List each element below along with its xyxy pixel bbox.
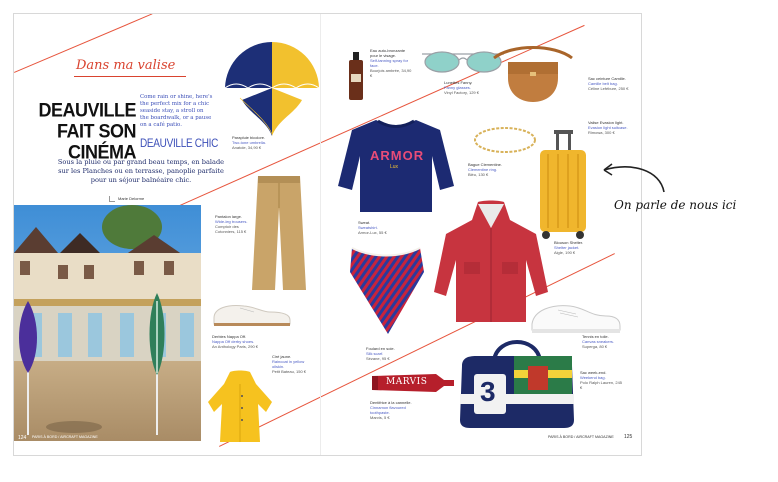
caption-fr: Sweat. [358, 220, 371, 225]
subhead-english: DEAUVILLE CHIC [140, 138, 219, 151]
caption-price: Bléu, 130 € [468, 172, 489, 177]
caption-en: Camille belt bag. [588, 81, 618, 86]
headline-line-1: DEAUVILLE [38, 98, 136, 121]
caption-en: Canvas sneakers. [582, 339, 615, 344]
caption-weekend-bag [580, 370, 624, 390]
umbrella-illustration [222, 40, 322, 140]
belt-bag-illustration [492, 38, 574, 106]
trousers-illustration [250, 174, 308, 292]
headline-line-3: CINÉMA [68, 140, 136, 163]
caption-price: Rimowa, 300 € [588, 130, 615, 135]
sweatshirt-print: ARMOR [370, 148, 425, 163]
curved-arrow-icon [598, 158, 668, 198]
caption-en: Nappa Off derby shoes. [212, 339, 255, 344]
product-umbrella [222, 40, 322, 140]
caption-fr: Derbies Nappa Off. [212, 334, 247, 339]
caption-price: Superga, 80 € [582, 344, 608, 349]
product-weekend-bag [454, 330, 580, 430]
photo-credit: Marie Delorme [118, 196, 145, 201]
caption-trousers [215, 214, 255, 234]
caption-raincoat [272, 354, 312, 374]
caption-price: Armor-Lux, 55 € [358, 230, 387, 235]
folio-left: 124 [18, 435, 27, 441]
caption-fr: Blouson Shelter. [554, 240, 584, 245]
folio-right: 125 [624, 434, 633, 440]
silk-scarf-illustration [344, 242, 428, 338]
intro-english: Come rain or shine, here's the perfect mix for a chic seaside stay, a stroll on the boardwalk, or a pause on a café patio. [140, 94, 213, 128]
caption-price: Vinyl Factory, 129 € [444, 90, 479, 95]
caption-price: Aigle, 190 € [554, 250, 576, 255]
raincoat-illustration [204, 370, 276, 444]
ring-illustration [472, 122, 538, 158]
caption-fr: Tennis en toile. [582, 334, 609, 339]
credit-icon [109, 196, 115, 202]
caption-fr: Sac week-end. [580, 370, 607, 375]
caption-price: Comptoir des Cotonniers, 115 € [215, 224, 247, 234]
product-belt-bag [492, 38, 574, 106]
caption-price: Petit Bateau, 150 € [272, 369, 307, 374]
beach-photo-illustration [14, 205, 201, 441]
caption-price: Sézane, 95 € [366, 356, 390, 361]
caption-en: Evasion light suitcase. [588, 125, 628, 130]
caption-sweatshirt [358, 220, 398, 235]
caption-price: Polo Ralph Lauren, 245 € [580, 380, 623, 390]
caption-en: Cinnamon flavoured toothpaste. [370, 405, 406, 415]
caption-fr: Bague Clementine. [468, 162, 503, 167]
caption-fr: Parapluie bicolore. [232, 135, 266, 140]
caption-ring [468, 162, 510, 177]
product-trousers [250, 174, 308, 292]
caption-en: Fanny glasses. [444, 85, 471, 90]
weekend-bag-illustration [454, 330, 580, 430]
annotation-text: On parle de nous ici [614, 198, 737, 212]
product-self-tanner [348, 52, 364, 100]
product-derby-shoes [210, 298, 294, 328]
caption-umbrella [232, 135, 284, 150]
section-label: Dans ma valise [76, 58, 176, 73]
caption-fr: Lunettes Fanny. [444, 80, 473, 85]
caption-fr: Pantalon large. [215, 214, 242, 219]
caption-en: Sweatshirt. [358, 225, 378, 230]
caption-price: Bourjois ambrée, 34,90 € [370, 68, 412, 78]
deauville-beach-photo [14, 205, 201, 441]
caption-belt-bag [588, 76, 636, 91]
caption-fr: Ciré jaune. [272, 354, 292, 359]
sweatshirt-print-sub: Lux [390, 164, 399, 170]
caption-fr: Valise Evasion light. [588, 120, 624, 125]
caption-silk-scarf [366, 346, 408, 361]
caption-fr: Sac ceinture Camille. [588, 76, 626, 81]
caption-en: Two-tone umbrella. [232, 140, 267, 145]
product-toothpaste [370, 372, 454, 394]
caption-toothpaste [370, 400, 426, 420]
intro-french: Sous la pluie ou par grand beau temps, en balade sur les Planches ou en terrasse, panoplie parfaite pour un séjour balnéaire chic. [57, 158, 225, 184]
headline-line-2: FAIT SON [56, 119, 136, 142]
toothpaste-brand: MARVIS [386, 377, 428, 387]
caption-shelter-jacket [554, 240, 596, 255]
footer-left: PARIS À BORD / AIRCRAFT MAGAZINE [32, 435, 98, 439]
section-label-underline [74, 76, 186, 77]
caption-self-tanner [370, 48, 412, 78]
caption-en: Self-tanning spray for face. [370, 58, 409, 68]
caption-en: Raincoat in yellow oilskin. [272, 359, 305, 369]
product-raincoat [204, 370, 276, 444]
caption-price: Anatole, 34,90 € [232, 145, 262, 150]
headline [36, 100, 136, 163]
caption-sunglasses [444, 80, 488, 95]
footer-right: PARIS À BORD / AIRCRAFT MAGAZINE [548, 435, 614, 439]
caption-suitcase [588, 120, 636, 135]
derby-shoes-illustration [210, 298, 294, 328]
caption-en: Clementine ring. [468, 167, 498, 172]
caption-en: Shelter jacket. [554, 245, 580, 250]
caption-sneakers [582, 334, 628, 349]
caption-price: Marvis, 5 € [370, 415, 390, 420]
caption-en: Weekend bag. [580, 375, 606, 380]
magazine-spread [13, 13, 642, 456]
caption-fr: Foulard en soie. [366, 346, 395, 351]
caption-fr: Eau auto-bronzante pour le visage. [370, 48, 406, 58]
caption-en: Wide-leg trousers. [215, 219, 248, 224]
bag-number: 3 [480, 376, 496, 407]
product-ring [472, 122, 538, 158]
caption-derby-shoes [212, 334, 266, 349]
caption-en: Silk scarf. [366, 351, 384, 356]
bottle-illustration [348, 52, 364, 100]
product-silk-scarf [344, 242, 428, 338]
caption-price: Céline Lefébure, 250 € [588, 86, 629, 91]
annotation-arrow [598, 158, 668, 198]
caption-price: An Anthology Paris, 290 € [212, 344, 259, 349]
caption-fr: Dentifrice à la cannelle. [370, 400, 412, 405]
